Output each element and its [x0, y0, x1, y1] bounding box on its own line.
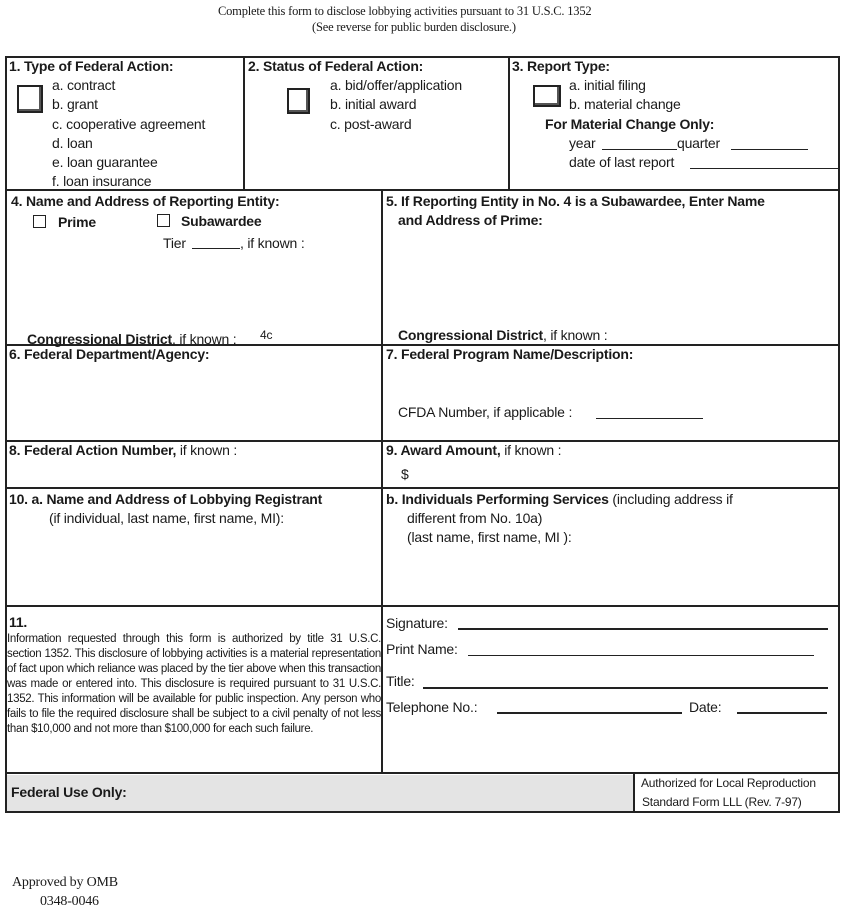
- s1-option-b: b. grant: [52, 96, 98, 112]
- s1-option-c: c. cooperative agreement: [52, 116, 206, 132]
- s10b-title: b. Individuals Performing Services: [386, 491, 609, 507]
- s1-option-f: f. loan insurance: [52, 173, 152, 189]
- s10a-subtitle: (if individual, last name, first name, MI):: [49, 510, 284, 526]
- s3-checkbox[interactable]: [533, 85, 561, 107]
- s9-dollar-sign: $: [401, 466, 409, 482]
- s3-option-a: a. initial filing: [569, 77, 646, 93]
- s7-cfda-label: CFDA Number, if applicable :: [398, 404, 573, 420]
- divider: [243, 56, 245, 190]
- divider: [5, 487, 840, 489]
- s10b-line-3: (last name, first name, MI ):: [407, 529, 572, 545]
- s4-subawardee-label: Subawardee: [181, 213, 262, 229]
- s1-option-a: a. contract: [52, 77, 116, 93]
- s3-year-label: year: [569, 135, 596, 151]
- s4-title: 4. Name and Address of Reporting Entity:: [11, 193, 280, 209]
- s3-quarter-label: quarter: [677, 135, 720, 151]
- signature-label: Signature:: [386, 615, 448, 631]
- divider: [5, 772, 840, 774]
- s4-tier-field[interactable]: [192, 248, 240, 249]
- s2-option-c: c. post-award: [330, 116, 412, 132]
- s5-cd-label: Congressional District: [398, 327, 543, 343]
- s1-checkbox[interactable]: [17, 85, 43, 113]
- divider: [5, 189, 840, 191]
- s2-option-a: a. bid/offer/application: [330, 77, 462, 93]
- standard-form-label: Standard Form LLL (Rev. 7-97): [642, 795, 802, 809]
- date-field[interactable]: [737, 712, 827, 714]
- s3-option-b: b. material change: [569, 96, 681, 112]
- s4-cd-value[interactable]: 4c: [260, 328, 273, 342]
- s3-quarter-field[interactable]: [731, 149, 808, 150]
- s5-title-2: and Address of Prime:: [398, 212, 543, 228]
- signature-field[interactable]: [458, 628, 828, 630]
- federal-use-only-label: Federal Use Only:: [11, 784, 127, 800]
- s8-if-known: if known :: [176, 442, 238, 458]
- s7-title: 7. Federal Program Name/Description:: [386, 346, 634, 362]
- s3-date-last-field[interactable]: [690, 168, 838, 169]
- s7-cfda-field[interactable]: [596, 418, 703, 419]
- title-field[interactable]: [423, 687, 828, 689]
- s5-title-1: 5. If Reporting Entity in No. 4 is a Subawardee, Enter Name: [386, 193, 765, 209]
- s4-subawardee-checkbox[interactable]: [157, 214, 170, 227]
- s3-year-field[interactable]: [602, 149, 677, 150]
- s1-option-d: d. loan: [52, 135, 93, 151]
- s3-date-last-label: date of last report: [569, 154, 675, 170]
- s4-prime-checkbox[interactable]: [33, 215, 46, 228]
- omb-number: 0348-0046: [40, 894, 99, 909]
- print-name-field[interactable]: [468, 655, 814, 656]
- s4-prime-label: Prime: [58, 214, 96, 230]
- s5-cd-if-known: , if known :: [542, 327, 608, 343]
- s4-tier-if-known: , if known :: [240, 235, 305, 251]
- divider: [508, 56, 510, 190]
- s2-title: 2. Status of Federal Action:: [248, 58, 424, 74]
- date-label: Date:: [689, 699, 722, 715]
- s10b-line-2: different from No. 10a): [407, 510, 543, 526]
- header-line-2: (See reverse for public burden disclosure.): [312, 20, 516, 34]
- title-label: Title:: [386, 673, 415, 689]
- divider: [381, 189, 383, 773]
- s4-cd-if-known: , if known :: [171, 331, 237, 347]
- s4-tier-label: Tier: [163, 235, 186, 251]
- s9-if-known: if known :: [500, 442, 562, 458]
- s3-title: 3. Report Type:: [512, 58, 610, 74]
- authorized-reproduction: Authorized for Local Reproduction: [641, 776, 816, 790]
- s1-option-e: e. loan guarantee: [52, 154, 158, 170]
- s2-checkbox[interactable]: [287, 88, 310, 114]
- s9-title: 9. Award Amount,: [386, 442, 501, 458]
- telephone-label: Telephone No.:: [386, 699, 478, 715]
- header-line-1: Complete this form to disclose lobbying activities pursuant to 31 U.S.C. 1352: [218, 4, 592, 18]
- s1-title: 1. Type of Federal Action:: [9, 58, 174, 74]
- s3-material-change-title: For Material Change Only:: [545, 116, 715, 132]
- s10b-title-rest: (including address if: [608, 491, 733, 507]
- print-name-label: Print Name:: [386, 641, 458, 657]
- telephone-field[interactable]: [497, 712, 682, 714]
- s11-title: 11.: [9, 614, 28, 630]
- s10a-title: 10. a. Name and Address of Lobbying Registrant: [9, 491, 323, 507]
- s11-text: Information requested through this form is authorized by title 31 U.S.C. section 1352. This disclosure of lobbying activities is a material representation of fact upon which reliance was placed by the tier above when this transaction was made or entered into. This disclosure is required pursuant to 31 U.S.C. 1352. This information will be available for public inspection. Any person who fails to file the required disclosure shall be subject to a civil penalty of not less than $10,000 and not more than $100,000 for each such failure.: [7, 633, 381, 735]
- s2-option-b: b. initial award: [330, 96, 417, 112]
- s4-cd-label: Congressional District: [27, 331, 172, 347]
- omb-approval: Approved by OMB: [12, 875, 118, 890]
- divider: [633, 772, 635, 811]
- s6-title: 6. Federal Department/Agency:: [9, 346, 210, 362]
- divider: [5, 605, 840, 607]
- s8-title: 8. Federal Action Number,: [9, 442, 177, 458]
